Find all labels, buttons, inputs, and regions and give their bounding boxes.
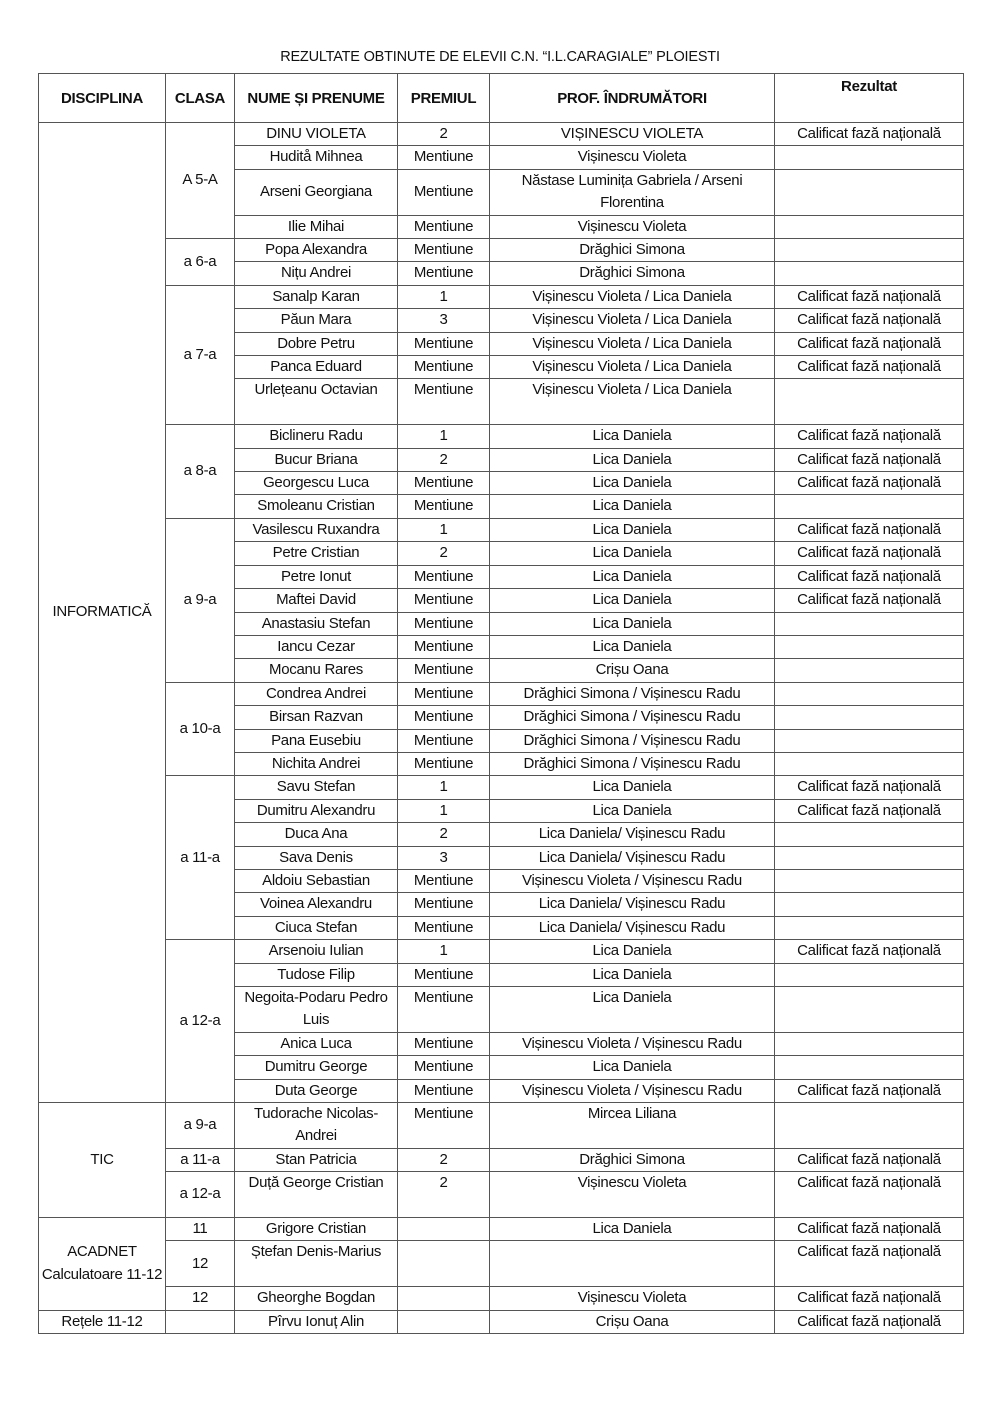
cell-premiul: 1 (398, 425, 490, 448)
cell-prof: Lica Daniela/ Vișinescu Radu (490, 846, 775, 869)
cell-nume: Negoita-Podaru Pedro Luis (235, 987, 398, 1033)
cell-premiul: Mentiune (398, 752, 490, 775)
cell-nume: Dumitru Alexandru (235, 799, 398, 822)
cell-nume: Birsan Razvan (235, 706, 398, 729)
cell-rezultat: Calificat fază națională (775, 1310, 964, 1333)
cell-premiul: 2 (398, 823, 490, 846)
cell-prof: Lica Daniela (490, 1056, 775, 1079)
table-row (39, 123, 964, 146)
cell-nume: Sanalp Karan (235, 285, 398, 308)
cell-disciplina: INFORMATICĂ (39, 123, 166, 1103)
cell-rezultat (775, 262, 964, 285)
table-row (39, 1310, 964, 1333)
cell-premiul (398, 1310, 490, 1333)
cell-rezultat: Calificat fază națională (775, 1172, 964, 1218)
cell-prof: Lica Daniela (490, 635, 775, 658)
cell-rezultat (775, 893, 964, 916)
cell-prof: Lica Daniela (490, 472, 775, 495)
cell-prof: Lica Daniela (490, 589, 775, 612)
cell-rezultat (775, 215, 964, 238)
table-row (39, 1103, 964, 1149)
cell-premiul: 3 (398, 846, 490, 869)
table-row (39, 1148, 964, 1171)
cell-prof (490, 1241, 775, 1287)
table-row (39, 1241, 964, 1287)
cell-premiul: Mentiune (398, 729, 490, 752)
cell-disciplina: ACADNET Calculatoare 11-12 (39, 1218, 166, 1311)
cell-rezultat: Calificat fază națională (775, 518, 964, 541)
cell-prof: Lica Daniela (490, 448, 775, 471)
cell-nume: Anastasiu Stefan (235, 612, 398, 635)
cell-prof: Vișinescu Violeta (490, 146, 775, 169)
cell-rezultat (775, 706, 964, 729)
cell-rezultat (775, 752, 964, 775)
cell-disciplina: Rețele 11-12 (39, 1310, 166, 1333)
cell-nume: Iancu Cezar (235, 635, 398, 658)
cell-prof: Mircea Liliana (490, 1103, 775, 1149)
header-clasa: CLASA (166, 74, 235, 123)
cell-prof: Lica Daniela (490, 565, 775, 588)
cell-nume: Dumitru George (235, 1056, 398, 1079)
cell-premiul: Mentiune (398, 332, 490, 355)
cell-clasa: a 11-a (166, 776, 235, 940)
cell-prof: Lica Daniela (490, 776, 775, 799)
cell-nume: Duță George Cristian (235, 1172, 398, 1218)
cell-premiul: Mentiune (398, 356, 490, 379)
table-row (39, 1287, 964, 1310)
cell-premiul: Mentiune (398, 589, 490, 612)
cell-premiul (398, 1287, 490, 1310)
cell-rezultat (775, 635, 964, 658)
cell-premiul (398, 1218, 490, 1241)
cell-prof: VIȘINESCU VIOLETA (490, 123, 775, 146)
cell-nume: Nițu Andrei (235, 262, 398, 285)
cell-rezultat: Calificat fază națională (775, 356, 964, 379)
cell-clasa: a 7-a (166, 285, 235, 424)
cell-prof: Lica Daniela (490, 612, 775, 635)
cell-premiul: Mentiune (398, 682, 490, 705)
cell-nume: Ștefan Denis-Marius (235, 1241, 398, 1287)
cell-nume: Pana Eusebiu (235, 729, 398, 752)
cell-prof: Lica Daniela (490, 940, 775, 963)
cell-nume: Arsenoiu Iulian (235, 940, 398, 963)
cell-clasa: a 12-a (166, 940, 235, 1103)
cell-prof: Vișinescu Violeta / Lica Daniela (490, 379, 775, 425)
cell-rezultat (775, 1056, 964, 1079)
cell-nume: Popa Alexandra (235, 239, 398, 262)
cell-premiul: Mentiune (398, 239, 490, 262)
cell-rezultat: Calificat fază națională (775, 472, 964, 495)
cell-premiul: Mentiune (398, 612, 490, 635)
header-prof: PROF. ÎNDRUMĂTORI (490, 74, 775, 123)
cell-nume: Nichita Andrei (235, 752, 398, 775)
cell-prof: Lica Daniela (490, 963, 775, 986)
cell-rezultat (775, 1103, 964, 1149)
cell-rezultat (775, 1032, 964, 1055)
header-premiul: PREMIUL (398, 74, 490, 123)
cell-premiul: 1 (398, 799, 490, 822)
cell-prof: Drăghici Simona / Vișinescu Radu (490, 706, 775, 729)
cell-rezultat (775, 916, 964, 939)
cell-premiul: 1 (398, 518, 490, 541)
table-row (39, 682, 964, 705)
cell-nume: Stan Patricia (235, 1148, 398, 1171)
header-rezultat: Rezultat (775, 74, 964, 123)
table-row (39, 239, 964, 262)
cell-rezultat (775, 729, 964, 752)
cell-premiul: Mentiune (398, 963, 490, 986)
cell-prof: Crișu Oana (490, 1310, 775, 1333)
cell-nume: Mocanu Rares (235, 659, 398, 682)
cell-rezultat: Calificat fază națională (775, 565, 964, 588)
cell-prof: Drăghici Simona (490, 262, 775, 285)
header-row (39, 74, 964, 123)
cell-nume: Tudorache Nicolas-Andrei (235, 1103, 398, 1149)
cell-nume: Sava Denis (235, 846, 398, 869)
cell-prof: Vișinescu Violeta (490, 1287, 775, 1310)
cell-nume: Ilie Mihai (235, 215, 398, 238)
cell-premiul: Mentiune (398, 262, 490, 285)
cell-nume: Urlețeanu Octavian (235, 379, 398, 425)
cell-rezultat: Calificat fază națională (775, 799, 964, 822)
header-nume: NUME ȘI PRENUME (235, 74, 398, 123)
cell-rezultat (775, 846, 964, 869)
cell-nume: Anica Luca (235, 1032, 398, 1055)
cell-nume: Gheorghe Bogdan (235, 1287, 398, 1310)
cell-premiul: Mentiune (398, 472, 490, 495)
cell-rezultat: Calificat fază națională (775, 332, 964, 355)
cell-premiul: Mentiune (398, 706, 490, 729)
cell-nume: Tudose Filip (235, 963, 398, 986)
cell-premiul: Mentiune (398, 659, 490, 682)
cell-prof: Lica Daniela (490, 542, 775, 565)
cell-rezultat (775, 495, 964, 518)
cell-premiul: Mentiune (398, 379, 490, 425)
table-row (39, 285, 964, 308)
table-row (39, 776, 964, 799)
cell-nume: Păun Mara (235, 309, 398, 332)
cell-rezultat: Calificat fază națională (775, 1079, 964, 1102)
cell-rezultat (775, 379, 964, 425)
cell-prof: Lica Daniela (490, 518, 775, 541)
cell-nume: Petre Ionut (235, 565, 398, 588)
cell-rezultat: Calificat fază națională (775, 1241, 964, 1287)
cell-rezultat: Calificat fază națională (775, 309, 964, 332)
cell-clasa: a 8-a (166, 425, 235, 519)
cell-prof: Lica Daniela (490, 425, 775, 448)
cell-rezultat: Calificat fază națională (775, 1287, 964, 1310)
cell-nume: Duca Ana (235, 823, 398, 846)
cell-prof: Vișinescu Violeta / Vișinescu Radu (490, 1079, 775, 1102)
cell-rezultat: Calificat fază națională (775, 776, 964, 799)
cell-prof: Lica Daniela/ Vișinescu Radu (490, 823, 775, 846)
cell-rezultat: Calificat fază națională (775, 589, 964, 612)
cell-nume: DINU VIOLETA (235, 123, 398, 146)
cell-clasa: a 12-a (166, 1172, 235, 1218)
table-row (39, 518, 964, 541)
cell-premiul: 2 (398, 1148, 490, 1171)
table-row (39, 1218, 964, 1241)
cell-prof: Lica Daniela (490, 987, 775, 1033)
cell-nume: Vasilescu Ruxandra (235, 518, 398, 541)
cell-clasa: a 6-a (166, 239, 235, 286)
cell-rezultat (775, 987, 964, 1033)
cell-clasa: 11 (166, 1218, 235, 1241)
cell-rezultat (775, 963, 964, 986)
cell-nume: Bucur Briana (235, 448, 398, 471)
cell-nume: Ciuca Stefan (235, 916, 398, 939)
cell-premiul: Mentiune (398, 893, 490, 916)
header-disciplina: DISCIPLINA (39, 74, 166, 123)
cell-nume: Voinea Alexandru (235, 893, 398, 916)
cell-prof: Lica Daniela (490, 799, 775, 822)
cell-nume: Huditå Mihnea (235, 146, 398, 169)
cell-prof: Lica Daniela (490, 1218, 775, 1241)
cell-prof: Lica Daniela/ Vișinescu Radu (490, 893, 775, 916)
cell-premiul: Mentiune (398, 987, 490, 1033)
cell-disciplina: TIC (39, 1103, 166, 1218)
cell-rezultat: Calificat fază națională (775, 123, 964, 146)
cell-rezultat (775, 659, 964, 682)
cell-clasa: a 11-a (166, 1148, 235, 1171)
cell-prof: Vișinescu Violeta / Lica Daniela (490, 332, 775, 355)
cell-rezultat: Calificat fază națională (775, 1218, 964, 1241)
cell-clasa: a 9-a (166, 1103, 235, 1149)
cell-nume: Petre Cristian (235, 542, 398, 565)
cell-prof: Vișinescu Violeta / Lica Daniela (490, 309, 775, 332)
cell-prof: Drăghici Simona (490, 1148, 775, 1171)
cell-prof: Drăghici Simona / Vișinescu Radu (490, 752, 775, 775)
cell-rezultat (775, 612, 964, 635)
cell-clasa: a 9-a (166, 518, 235, 682)
cell-premiul: Mentiune (398, 169, 490, 215)
cell-premiul: Mentiune (398, 146, 490, 169)
cell-rezultat: Calificat fază națională (775, 940, 964, 963)
cell-prof: Drăghici Simona (490, 239, 775, 262)
cell-clasa: 12 (166, 1287, 235, 1310)
cell-nume: Aldoiu Sebastian (235, 869, 398, 892)
cell-rezultat: Calificat fază națională (775, 285, 964, 308)
results-table (38, 73, 964, 1334)
cell-premiul: Mentiune (398, 1056, 490, 1079)
cell-premiul: Mentiune (398, 1032, 490, 1055)
cell-premiul: Mentiune (398, 869, 490, 892)
cell-nume: Pîrvu Ionuț Alin (235, 1310, 398, 1333)
cell-nume: Grigore Cristian (235, 1218, 398, 1241)
cell-rezultat (775, 169, 964, 215)
cell-premiul: Mentiune (398, 215, 490, 238)
cell-premiul: Mentiune (398, 1103, 490, 1149)
cell-nume: Arseni Georgiana (235, 169, 398, 215)
cell-rezultat: Calificat fază națională (775, 1148, 964, 1171)
cell-premiul: 3 (398, 309, 490, 332)
cell-premiul: Mentiune (398, 1079, 490, 1102)
cell-rezultat: Calificat fază națională (775, 448, 964, 471)
cell-rezultat: Calificat fază națională (775, 542, 964, 565)
cell-premiul: 1 (398, 285, 490, 308)
cell-clasa (166, 1310, 235, 1333)
cell-premiul: 1 (398, 776, 490, 799)
cell-nume: Dobre Petru (235, 332, 398, 355)
document-title: REZULTATE OBTINUTE DE ELEVII C.N. “I.L.CARAGIALE” PLOIESTI (280, 49, 720, 65)
cell-nume: Georgescu Luca (235, 472, 398, 495)
cell-premiul: Mentiune (398, 916, 490, 939)
cell-prof: Vișinescu Violeta (490, 1172, 775, 1218)
cell-premiul: 2 (398, 123, 490, 146)
cell-prof: Vișinescu Violeta / Vișinescu Radu (490, 1032, 775, 1055)
cell-premiul: 2 (398, 448, 490, 471)
cell-prof: Vișinescu Violeta / Lica Daniela (490, 356, 775, 379)
cell-rezultat (775, 239, 964, 262)
cell-clasa: 12 (166, 1241, 235, 1287)
cell-nume: Duta George (235, 1079, 398, 1102)
table-row (39, 425, 964, 448)
cell-premiul: Mentiune (398, 495, 490, 518)
cell-prof: Vișinescu Violeta / Lica Daniela (490, 285, 775, 308)
cell-rezultat (775, 146, 964, 169)
cell-nume: Maftei David (235, 589, 398, 612)
cell-prof: Vișinescu Violeta (490, 215, 775, 238)
cell-nume: Panca Eduard (235, 356, 398, 379)
cell-clasa: a 10-a (166, 682, 235, 776)
cell-nume: Condrea Andrei (235, 682, 398, 705)
cell-clasa: A 5-A (166, 123, 235, 239)
cell-premiul: 2 (398, 1172, 490, 1218)
cell-premiul (398, 1241, 490, 1287)
cell-prof: Năstase Luminița Gabriela / Arseni Florentina (490, 169, 775, 215)
cell-premiul: 1 (398, 940, 490, 963)
table-row (39, 1172, 964, 1218)
cell-rezultat (775, 869, 964, 892)
cell-prof: Lica Daniela/ Vișinescu Radu (490, 916, 775, 939)
cell-nume: Biclineru Radu (235, 425, 398, 448)
cell-nume: Smoleanu Cristian (235, 495, 398, 518)
results-body (39, 123, 964, 1334)
cell-nume: Savu Stefan (235, 776, 398, 799)
cell-premiul: Mentiune (398, 565, 490, 588)
cell-prof: Vișinescu Violeta / Vișinescu Radu (490, 869, 775, 892)
cell-premiul: 2 (398, 542, 490, 565)
cell-prof: Drăghici Simona / Vișinescu Radu (490, 729, 775, 752)
table-row (39, 940, 964, 963)
cell-premiul: Mentiune (398, 635, 490, 658)
cell-rezultat: Calificat fază națională (775, 425, 964, 448)
cell-rezultat (775, 682, 964, 705)
cell-prof: Drăghici Simona / Vișinescu Radu (490, 682, 775, 705)
cell-rezultat (775, 823, 964, 846)
cell-prof: Lica Daniela (490, 495, 775, 518)
cell-prof: Crișu Oana (490, 659, 775, 682)
